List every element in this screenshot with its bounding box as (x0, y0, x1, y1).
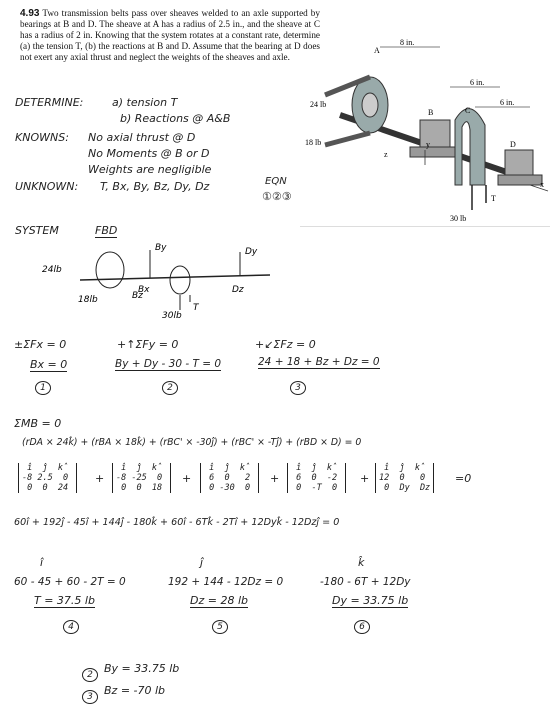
known-1: No axial thrust @ D (88, 131, 196, 144)
eqn-label: EQN (265, 176, 287, 187)
bearing-d-base (498, 175, 542, 185)
eq4-circle (63, 614, 79, 634)
plus-1: + (95, 472, 105, 485)
moment-line: (rDA × 24k̂) + (rBA × 18k̂) + (rBC' × -30ĵ) + (rBC' × -Tĵ) + (rBD × D) = 0 (22, 437, 362, 448)
fbd-24lb: 24lb (42, 265, 62, 275)
eq4-num: 4 (63, 620, 79, 634)
bearing-b (420, 120, 450, 150)
bz-ref: 3 (82, 690, 98, 704)
determine-a: a) tension T (112, 96, 178, 109)
problem-statement (20, 8, 320, 63)
final-bz: Bz = -70 lb (104, 684, 166, 697)
fbd-axle (80, 275, 270, 280)
unknown-label: UNKNOWN: (15, 180, 79, 193)
plus-4: + (360, 472, 370, 485)
fbd-by: By (155, 243, 167, 253)
eq6-num: 6 (354, 620, 370, 634)
fbd-t: T (193, 303, 199, 313)
problem-text: Two transmission belts pass over sheaves welded to an axle supported by bearings at B and D. The sheave at A has a radius of 2.5 in., and the sheave at C has a radius of 2 in. Knowing that the system rotates at a constant rate, determine (a) the tension T, (b) the reactions at B and D. Assume that the bearing at D does not exert any axial thrust and neglect the weights of the sheaves and axle. (20, 8, 320, 62)
unknowns: T, Bx, By, Bz, Dy, Dz (100, 180, 210, 193)
label-6in-b: 6 in. (500, 98, 515, 107)
fbd-label: FBD (95, 224, 118, 237)
label-6in-a: 6 in. (470, 78, 485, 87)
label-y: y (426, 140, 430, 149)
fbd-bx: Bx (138, 285, 150, 295)
fbd-dz: Dz (232, 285, 244, 295)
equals-zero: =0 (455, 472, 472, 485)
fz-equation: 24 + 18 + Bz + Dz = 0 (258, 356, 380, 368)
i-equation: 60 - 45 + 60 - 2T = 0 (14, 576, 126, 588)
determine-b: b) Reactions @ A&B (120, 112, 231, 125)
label-24lb: 24 lb (310, 100, 327, 109)
label-18lb: 18 lb (305, 138, 322, 147)
k-equation: -180 - 6T + 12Dy (320, 576, 411, 588)
sheave-a-hub (362, 93, 378, 117)
knowns-label: KNOWNS: (15, 131, 69, 144)
bz-ref-circle (82, 684, 98, 704)
label-b: B (428, 108, 434, 117)
matrix-1: î ĵ k̂ -8 2.5 0 0 0 24 (18, 463, 77, 493)
eq3-num: 3 (290, 381, 306, 395)
eq1-circle (35, 375, 51, 395)
label-x: x (540, 180, 544, 189)
sheave-c (455, 109, 485, 185)
label-c: C (465, 106, 471, 115)
final-by: By = 33.75 lb (104, 662, 180, 675)
matrix-4: î ĵ k̂ 6 0 -2 0 -T 0 (287, 463, 346, 493)
j-result: Dz = 28 lb (190, 594, 248, 607)
matrix-2: î ĵ k̂ -8 -25 0 0 0 18 (112, 463, 171, 493)
fbd-bz: Bz (132, 291, 143, 301)
fbd-18lb: 18lb (78, 295, 98, 305)
matrix-3: î ĵ k̂ 6 0 2 0 -30 0 (200, 463, 259, 493)
k-hat-label: k̂ (358, 556, 365, 569)
fbd-dy: Dy (245, 247, 258, 257)
by-ref: 2 (82, 668, 98, 682)
label-8in: 8 in. (400, 38, 415, 47)
label-t: T (491, 194, 496, 203)
i-hat-label: î (40, 556, 44, 569)
plus-3: + (270, 472, 280, 485)
k-result: Dy = 33.75 lb (332, 594, 409, 607)
divider (300, 226, 550, 227)
eqn-refs: ①②③ (262, 190, 292, 203)
fbd-30lb: 30lb (162, 311, 182, 320)
system-label: SYSTEM (15, 224, 59, 237)
label-30lb: 30 lb (450, 214, 467, 223)
eq6-circle (354, 614, 370, 634)
j-hat-label: ĵ (200, 556, 204, 569)
bearing-b-base (410, 147, 460, 157)
problem-number: 4.93 (20, 8, 40, 19)
plus-2: + (182, 472, 192, 485)
fbd-sketch (40, 240, 290, 320)
bearing-d (505, 150, 533, 178)
matrix-5: î ĵ k̂ 12 0 0 0 Dy Dz (375, 463, 434, 493)
eq3-circle (290, 375, 306, 395)
by-ref-circle (82, 662, 98, 682)
eq1-num: 1 (35, 381, 51, 395)
label-d: D (510, 140, 516, 149)
sum-fy: +↑ΣFy = 0 (117, 338, 179, 351)
eq2-circle (162, 375, 178, 395)
sum-fx: ±ΣFx = 0 (14, 338, 67, 351)
known-2: No Moments @ B or D (88, 147, 210, 160)
label-z: z (384, 150, 388, 159)
fy-equation: By + Dy - 30 - T = 0 (115, 358, 222, 370)
bx-equation: Bx = 0 (30, 358, 68, 371)
eq5-circle (212, 614, 228, 634)
x-axis (530, 185, 548, 191)
fbd-sheave-a (96, 252, 124, 288)
determine-label: DETERMINE: (15, 96, 84, 109)
j-equation: 192 + 144 - 12Dz = 0 (168, 576, 284, 588)
eq2-num: 2 (162, 381, 178, 395)
expansion-line: 60î + 192ĵ - 45î + 144ĵ - 180k̂ + 60î - 6Tk̂ - 2Tî + 12Dyk̂ - 12Dzĵ = 0 (14, 517, 340, 528)
sum-fz: +↙ΣFz = 0 (255, 338, 316, 351)
sum-mb: ΣMB = 0 (14, 417, 62, 430)
eq5-num: 5 (212, 620, 228, 634)
known-3: Weights are negligible (88, 163, 212, 176)
i-result: T = 37.5 lb (34, 594, 95, 607)
problem-figure (300, 35, 550, 225)
label-a: A (374, 46, 380, 55)
fbd-sheave-c (170, 266, 190, 294)
